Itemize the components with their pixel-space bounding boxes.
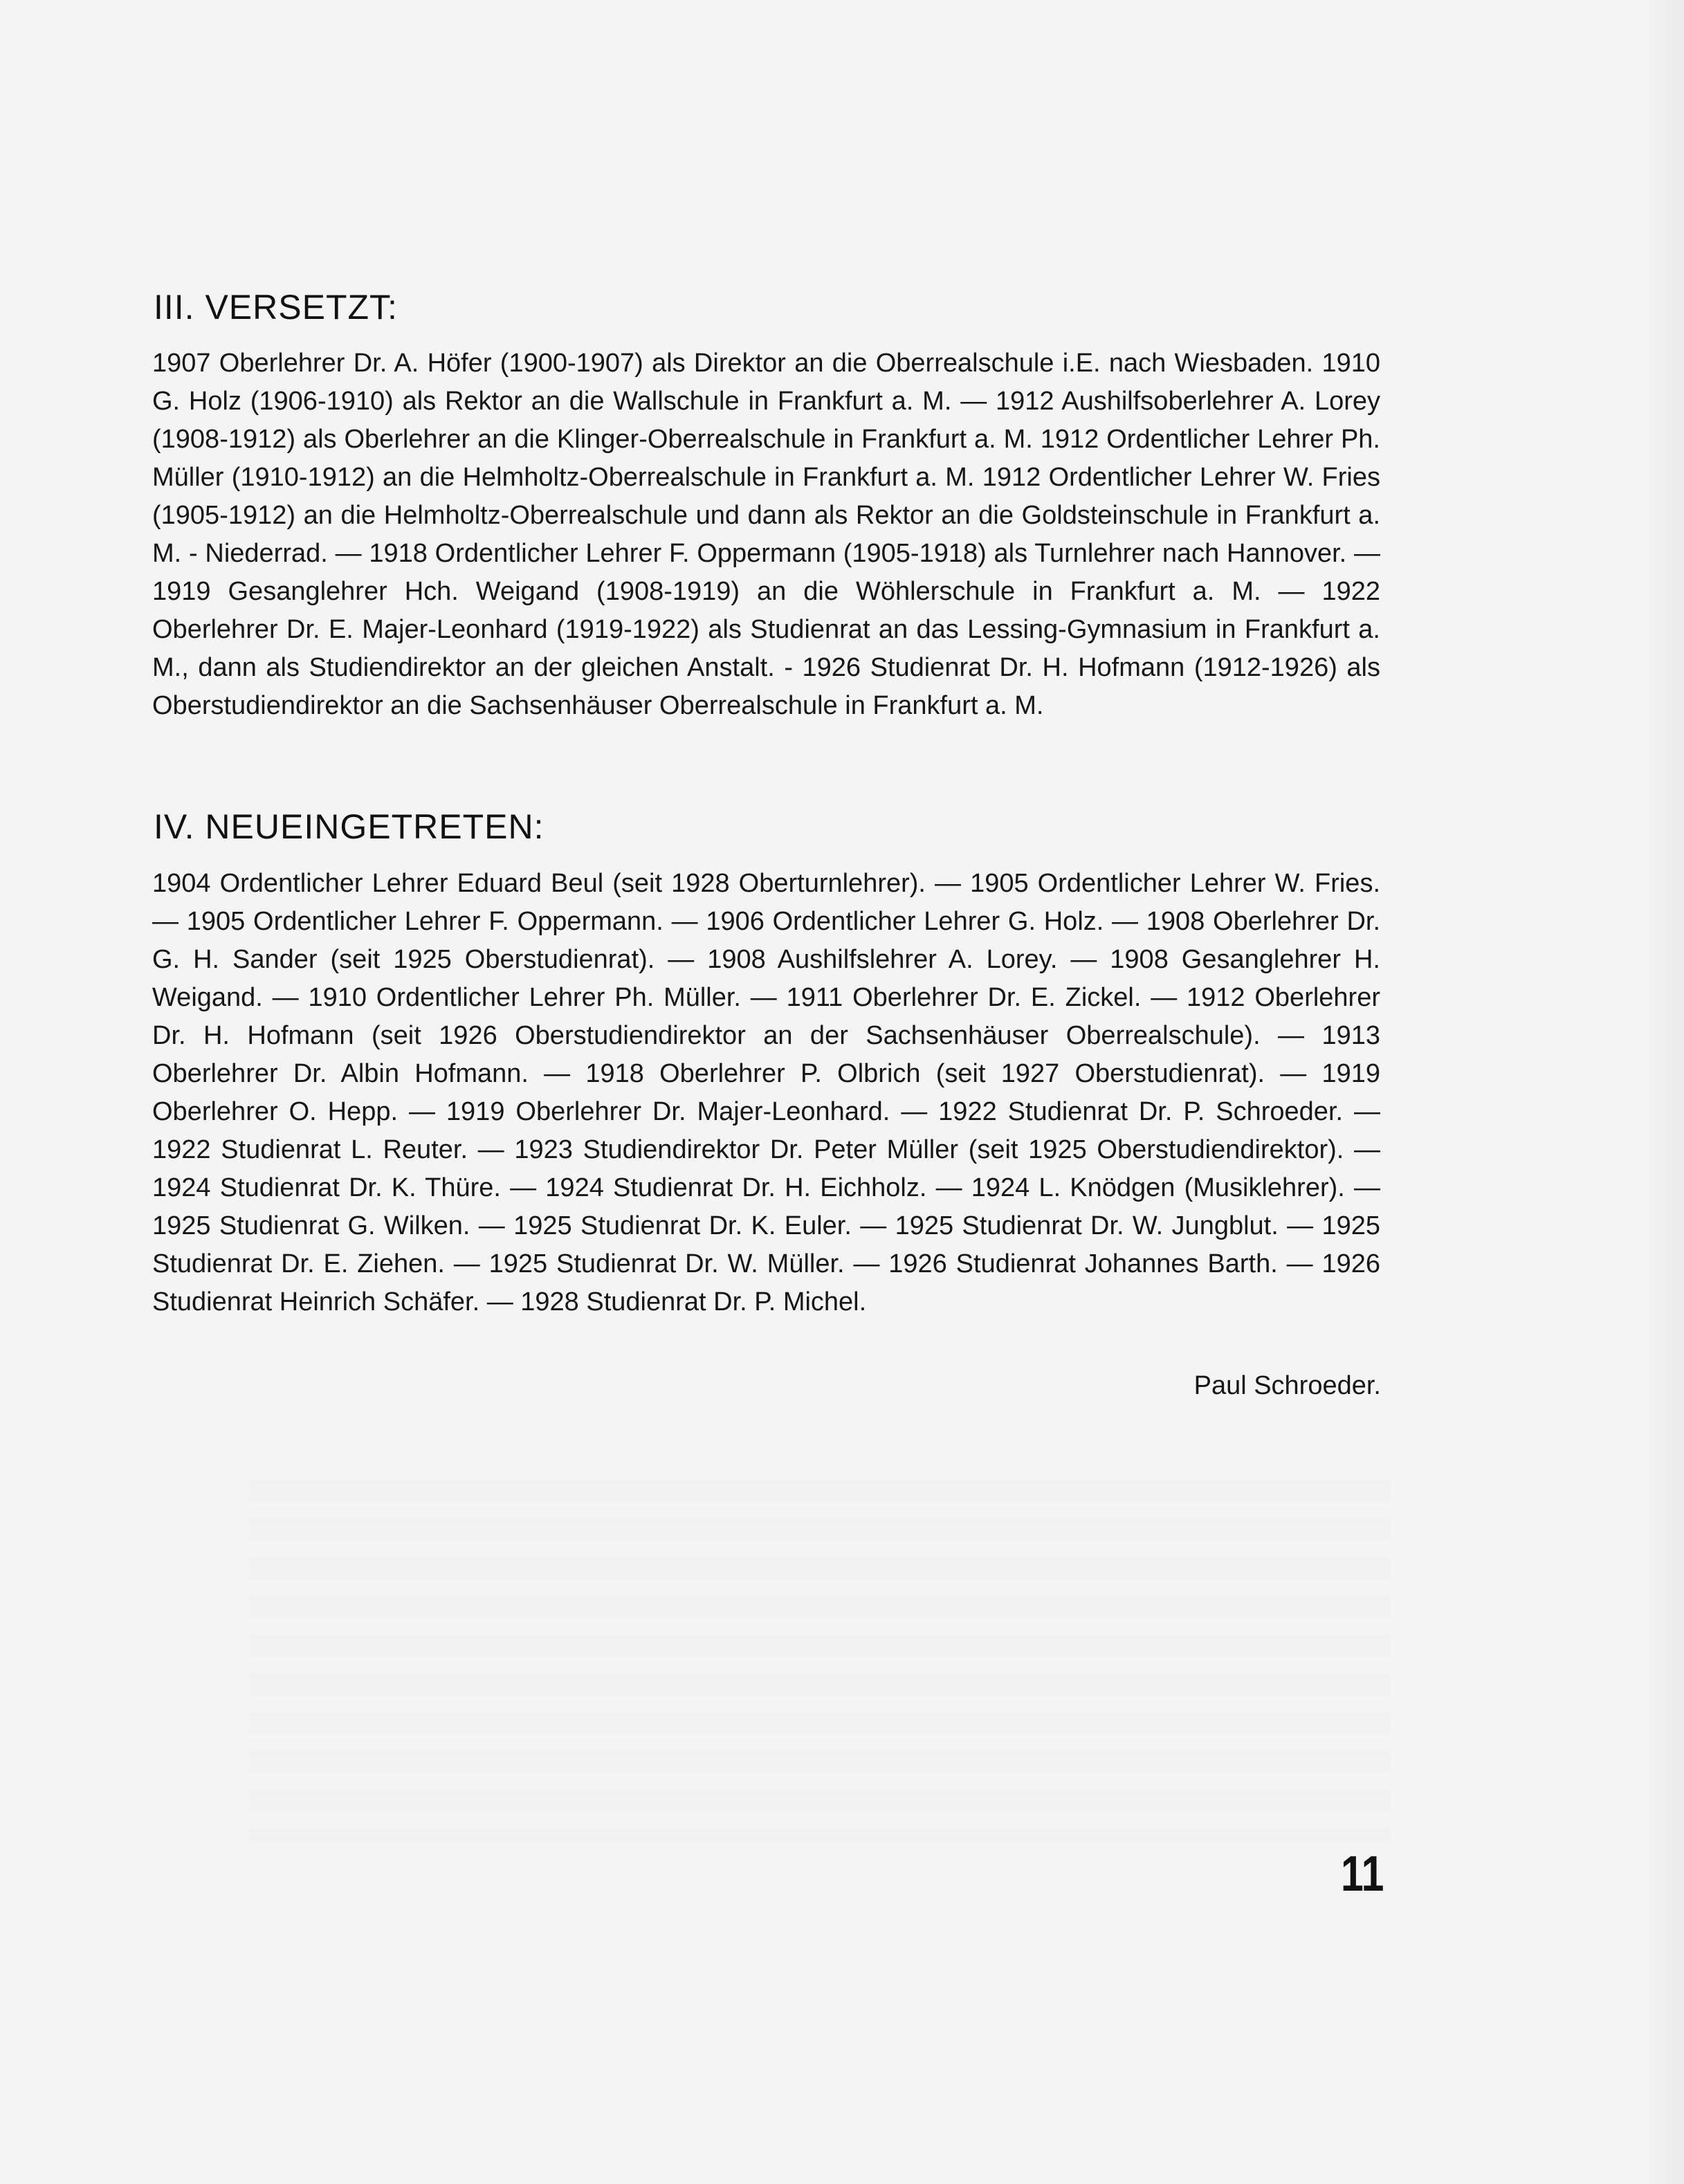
section-body-neueingetreten: 1904 Ordentlicher Lehrer Eduard Beul (seit 1928 Oberturnlehrer). — 1905 Ordentlicher Lehrer W. Fries. — 1905 Ordentlicher Lehrer F. Oppermann. — 1906 Ordentlicher Lehrer G. Holz. — 1908 Oberlehrer Dr. G. H. Sander (seit 1925 Oberstudienrat). — 1908 Aushilfslehrer A. Lorey. — 1908 Gesanglehrer H. Weigand. — 1910 Ordentlicher Lehrer Ph. Müller. — 1911 Oberlehrer Dr. E. Zickel. — 1912 Oberlehrer Dr. H. Hofmann (seit 1926 Oberstudiendirektor an der Sachsenhäuser Oberrealschule). — 1913 Oberlehrer Dr. Albin Hofmann. — 1918 Oberlehrer P. Olbrich (seit 1927 Oberstudienrat). — 1919 Oberlehrer O. Hepp. — 1919 Oberlehrer Dr. Majer-Leonhard. — 1922 Studienrat Dr. P. Schroeder. — 1922 Studienrat L. Reuter. — 1923 Studiendirektor Dr. Peter Müller (seit 1925 Oberstudiendirektor). — 1924 Studienrat Dr. K. Thüre. — 1924 Studienrat Dr. H. Eichholz. — 1924 L. Knödgen (Musiklehrer). — 1925 Studienrat G. Wilken. — 1925 Studienrat Dr. K. Euler. — 1925 Studienrat Dr. W. Jungblut. — 1925 Studienrat Dr. E. Ziehen. — 1925 Studienrat Dr. W. Müller. — 1926 Studienrat Johannes Barth. — 1926 Studienrat Heinrich Schäfer. — 1928 Studienrat Dr. P. Michel. bbox=[152, 869, 1380, 1316]
signature: Paul Schroeder. bbox=[1193, 1371, 1381, 1400]
section-heading-neueingetreten: IV. NEUEINGETRETEN: bbox=[154, 807, 544, 846]
page-number: 11 bbox=[1341, 1846, 1384, 1902]
section-body-versetzt: 1907 Oberlehrer Dr. A. Höfer (1900-1907) als Direktor an die Oberrealschule i.E. nach Wiesbaden. 1910 G. Holz (1906-1910) als Rektor an die Wallschule in Frankfurt a. M. — 1912 Aushilfsoberlehrer A. Lorey (1908-1912) als Oberlehrer an die Klinger-Oberrealschule in Frankfurt a. M. 1912 Ordentlicher Lehrer Ph. Müller (1910-1912) an die Helmholtz-Oberrealschule in Frankfurt a. M. 1912 Ordentlicher Lehrer W. Fries (1905-1912) an die Helmholtz-Oberrealschule und dann als Rektor an die Goldsteinschule in Frankfurt a. M. - Niederrad. — 1918 Ordentlicher Lehrer F. Oppermann (1905-1918) als Turnlehrer nach Hannover. — 1919 Gesanglehrer Hch. Weigand (1908-1919) an die Wöhlerschule in Frankfurt a. M. — 1922 Oberlehrer Dr. E. Majer-Leonhard (1919-1922) als Studienrat an das Lessing-Gymnasium in Frankfurt a. M., dann als Studiendirektor an der gleichen Anstalt. - 1926 Studienrat Dr. H. Hofmann (1912-1926) als Oberstudiendirektor an die Sachsenhäuser Oberrealschule in Frankfurt a. M. bbox=[152, 349, 1380, 720]
page-edge-shadow bbox=[1642, 0, 1684, 2184]
bleed-through-texture bbox=[249, 1480, 1391, 1840]
section-heading-versetzt: III. VERSETZT: bbox=[154, 288, 398, 327]
